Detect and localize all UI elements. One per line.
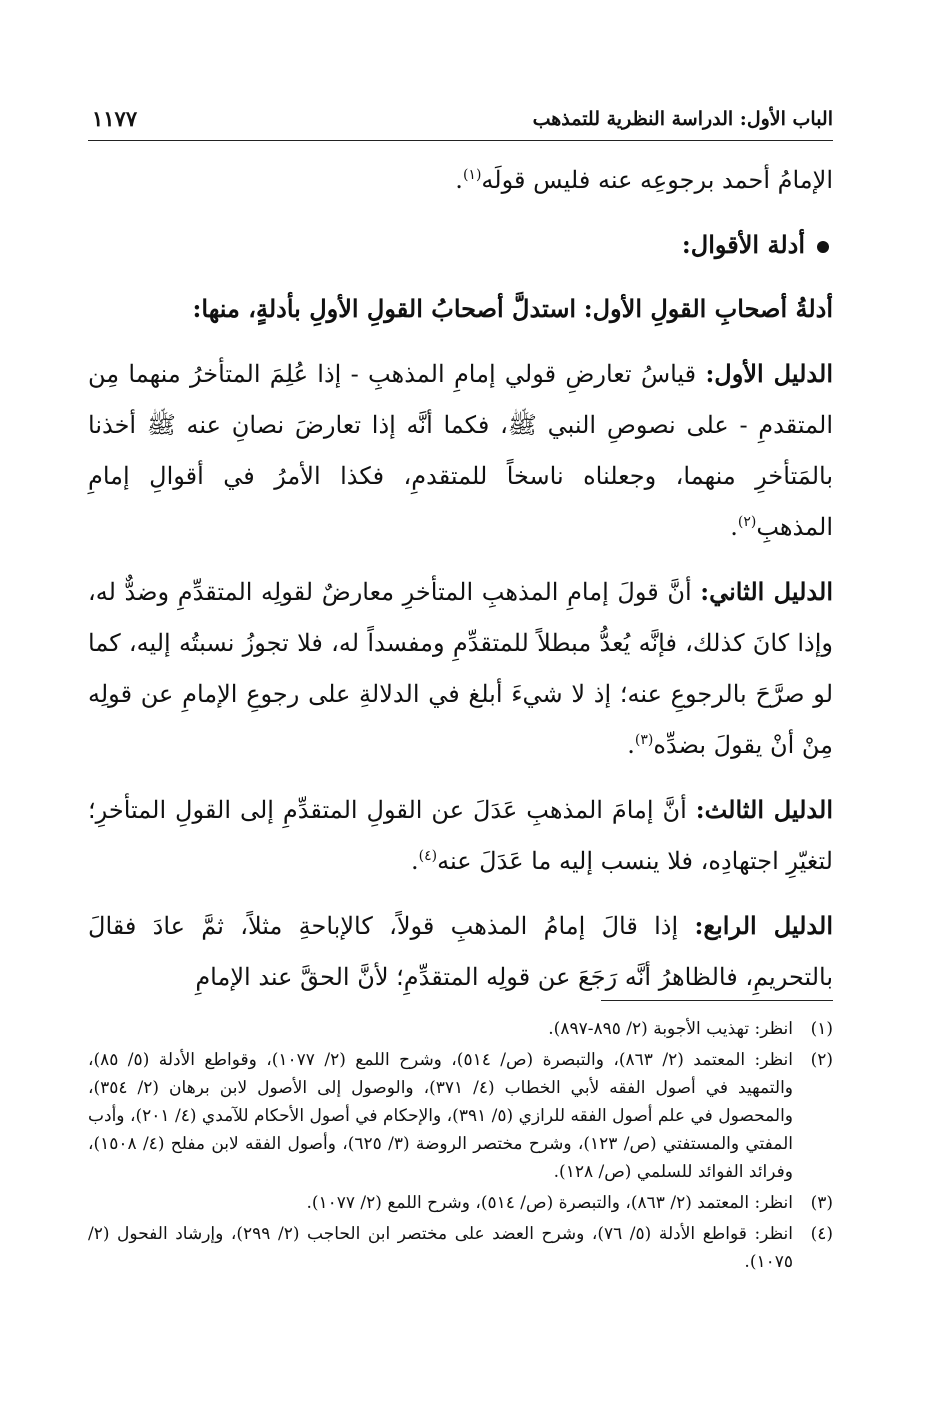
section-heading: أدلة الأقوال: [88,219,833,270]
footnotes [88,1015,833,1279]
footnote-number: (٢) [810,1050,833,1070]
footnote [88,1015,833,1043]
paragraph-evidence-intro: أدلةُ أصحابِ القولِ الأول: استدلَّ أصحابُ القولِ الأولِ بأدلةٍ، منها: [192,294,833,323]
footnote-ref-3[interactable]: (٣) [634,732,654,748]
footnote-text: انظر: المعتمد (٢/ ٨٦٣)، والتبصرة (ص/ ٥١٤)، وشرح اللمع (٢/ ١٠٧٧). [306,1193,793,1213]
footnote-text: انظر: المعتمد (٢/ ٨٦٣)، والتبصرة (ص/ ٥١٤)، وشرح اللمع (٢/ ١٠٧٧)، وقواطع الأدلة (٥/ ٨٥)، والتمهيد في أصول الفقه لأبي الخطاب (٤/ ٣٧١)، والوصول إلى الأصول لابن برهان (٢/ ٣٥٤)، والمحصول في علم أصول الفقه للرازي (٥/ ٣٩١)، والإحكام في أصول الأحكام للآمدي (٤/ ٢٠١)، وأدب المفتي والمستفتي (ص/ ١٢٣)، وشرح مختصر الروضة (٣/ ٦٢٥)، وأصول الفقه لابن مفلح (٤/ ١٥٠٨)، وفرائد الفوائد للسلمي (ص/ ١٢٨). [88,1050,794,1182]
page-number: ١١٧٧ [92,106,138,131]
footnote [88,1189,833,1217]
paragraph-evidence-4: الدليل الرابع: إذا قالَ إمامُ المذهبِ قولاً، كالإباحةِ مثلاً، ثمَّ عادَ فقالَ بالتحريمِ، فالظاهرُ أنَّه رَجَعَ عن قولِه المتقدِّمِ؛ لأنَّ الحقَّ عند الإمامِ [88,911,833,991]
footnote [88,1220,833,1276]
footnote-text: انظر: قواطع الأدلة (٥/ ٧٦)، وشرح العضد على مختصر ابن الحاجب (٢/ ٢٩٩)، وإرشاد الفحول (٢/ ١٠٧٥). [88,1224,793,1272]
footnote-number: (١) [810,1019,833,1039]
paragraph-evidence-3: الدليل الثالث: أنَّ إمامَ المذهبِ عَدَلَ عن القولِ المتقدِّمِ إلى القولِ المتأخرِ؛ لتغيّرِ اجتهادِه، فلا ينسب إليه ما عَدَلَ عنه$^{(٤)}$. [88,795,833,875]
main-text [88,155,833,1003]
running-title: الباب الأول: الدراسة النظرية للتمذهب [532,108,833,130]
paragraph-continuation: الإمامُ أحمد برجوعِه عنه فليس قولَه$^{(١)}$. [455,166,833,194]
footnote-number: (٤) [810,1224,833,1244]
footnote-ref-1[interactable]: (١) [462,167,482,183]
footnote [88,1046,833,1186]
page-header [88,100,833,141]
paragraph-evidence-2: الدليل الثاني: أنَّ قولَ إمامِ المذهبِ المتأخرِ معارضٌ لقولِه المتقدِّمِ وضدٌّ له، وإذا كانَ كذلك، فإنَّه يُعدُّ مبطلاً للمتقدِّمِ ومفسداً له، فلا تجوزُ نسبتُه إليه، كما لو صرَّحَ بالرجوعِ عنه؛ إذ لا شيءَ أبلغ في الدلالةِ على رجوعِ الإمامِ عن قولِه مِنْ أنْ يقولَ بضدِّه$^{(٣)}$. [88,577,833,759]
footnote-separator [601,1000,833,1001]
bullet-icon [817,241,829,253]
footnote-text: انظر: تهذيب الأجوبة (٢/ ٨٩٥-٨٩٧). [548,1019,793,1039]
footnote-ref-2[interactable]: (٢) [737,514,757,530]
paragraph-evidence-1: الدليل الأول: قياسُ تعارضِ قولي إمامِ المذهبِ - إذا عُلِمَ المتأخرُ منهما مِن المتقدمِ - على نصوصِ النبي ﷺ، فكما أنَّه إذا تعارضَ نصانِ عنه ﷺ أخذنا بالمَتأخرِ منهما، وجعلناه ناسخاً للمتقدمِ، فكذا الأمرُ في أقوالِ إمامِ المذهبِ$^{(٢)}$. [88,359,833,541]
footnote-number: (٣) [810,1193,833,1213]
footnote-ref-4[interactable]: (٤) [418,848,438,864]
